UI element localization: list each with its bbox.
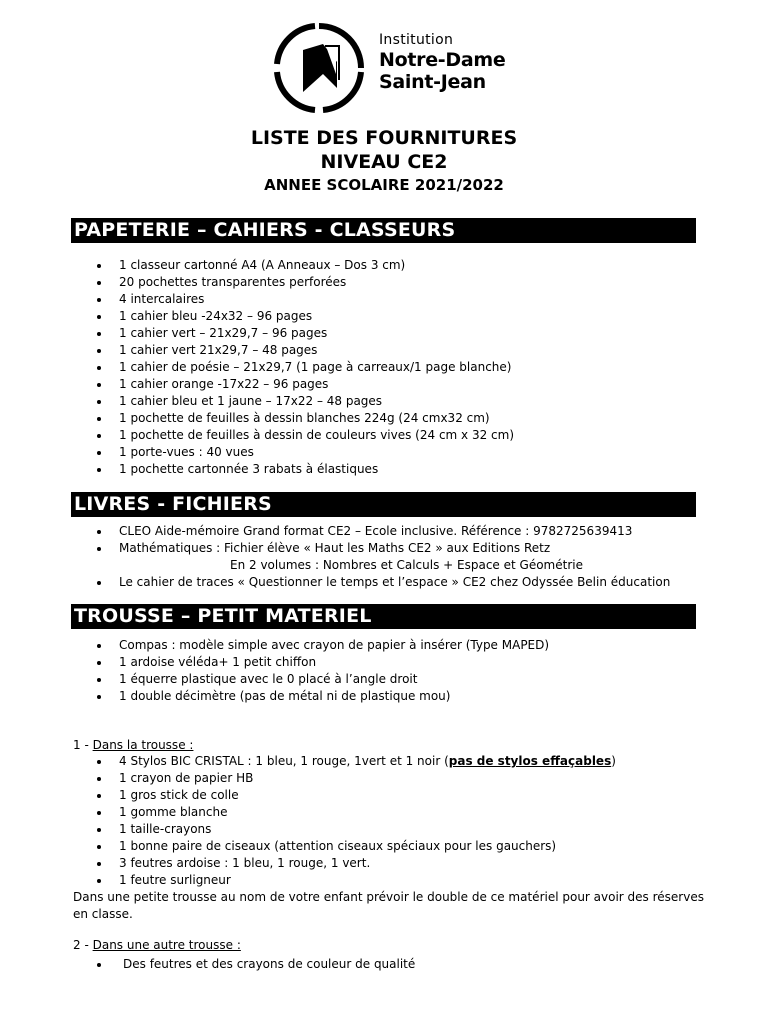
- section-heading-papeterie: PAPETERIE – CAHIERS - CLASSEURS: [71, 218, 696, 243]
- list-item: Mathématiques : Fichier élève « Haut les Maths CE2 » aux Editions Retz: [0, 540, 768, 557]
- list-item: 1 gros stick de colle: [0, 787, 768, 804]
- item-text: 4 Stylos BIC CRISTAL : 1 bleu, 1 rouge, 1vert et 1 noir (: [119, 754, 449, 768]
- logo-line-saint-jean: Saint-Jean: [379, 71, 486, 93]
- list-item: 1 cahier bleu -24x32 – 96 pages: [0, 308, 768, 325]
- list-item: 1 cahier orange -17x22 – 96 pages: [0, 376, 768, 393]
- list-item: 1 pochette de feuilles à dessin de couleurs vives (24 cm x 32 cm): [0, 427, 768, 444]
- logo-line-notre-dame: Notre-Dame: [379, 49, 506, 71]
- section-heading-trousse: TROUSSE – PETIT MATERIEL: [71, 604, 696, 629]
- list-item: 1 pochette de feuilles à dessin blanches 224g (24 cmx32 cm): [0, 410, 768, 427]
- list-item: 1 cahier vert 21x29,7 – 48 pages: [0, 342, 768, 359]
- list-item: 1 ardoise véléda+ 1 petit chiffon: [0, 654, 768, 671]
- subsection-number: 1 -: [73, 738, 93, 752]
- list-item: 1 feutre surligneur: [0, 872, 768, 889]
- list-item: 1 double décimètre (pas de métal ni de plastique mou): [0, 688, 768, 705]
- subsection-number: 2 -: [73, 938, 93, 952]
- autre-trousse-list: [0, 956, 768, 973]
- list-item: 1 cahier bleu et 1 jaune – 17x22 – 48 pages: [0, 393, 768, 410]
- list-item-continuation: En 2 volumes : Nombres et Calculs + Espace et Géométrie: [230, 558, 583, 572]
- section-heading-livres: LIVRES - FICHIERS: [71, 492, 696, 517]
- list-item: [0, 753, 768, 770]
- list-item: 20 pochettes transparentes perforées: [0, 274, 768, 291]
- list-item: 3 feutres ardoise : 1 bleu, 1 rouge, 1 vert.: [0, 855, 768, 872]
- list-item: Des feutres et des crayons de couleur de qualité: [0, 956, 768, 973]
- list-item: Compas : modèle simple avec crayon de papier à insérer (Type MAPED): [0, 637, 768, 654]
- logo-line-institution: Institution: [379, 32, 454, 48]
- list-item: 1 cahier de poésie – 21x29,7 (1 page à carreaux/1 page blanche): [0, 359, 768, 376]
- school-year-title: ANNEE SCOLAIRE 2021/2022: [264, 176, 504, 194]
- list-item: 1 cahier vert – 21x29,7 – 96 pages: [0, 325, 768, 342]
- subsection-autre-trousse: [73, 937, 241, 954]
- page-title: LISTE DES FOURNITURES: [250, 127, 518, 149]
- note-line-2: en classe.: [73, 907, 133, 921]
- list-item: 1 porte-vues : 40 vues: [0, 444, 768, 461]
- list-item: Le cahier de traces « Questionner le temps et l’espace » CE2 chez Odyssée Belin éducation: [0, 574, 768, 591]
- subsection-label: Dans la trousse :: [92, 738, 194, 752]
- item-emphasis: pas de stylos effaçables: [448, 754, 612, 768]
- logo-emblem-icon: [273, 22, 365, 114]
- list-item: 1 pochette cartonnée 3 rabats à élastiques: [0, 461, 768, 478]
- level-title: NIVEAU CE2: [320, 151, 448, 173]
- subsection-dans-la-trousse: [73, 737, 193, 754]
- list-item: 1 taille-crayons: [0, 821, 768, 838]
- dans-la-trousse-list: [0, 753, 768, 889]
- list-item: CLEO Aide-mémoire Grand format CE2 – Ecole inclusive. Référence : 9782725639413: [0, 523, 768, 540]
- item-text-end: ): [611, 754, 616, 768]
- list-item: 1 bonne paire de ciseaux (attention ciseaux spéciaux pour les gauchers): [0, 838, 768, 855]
- document-titles: [0, 126, 768, 195]
- logo-text: [379, 32, 505, 93]
- list-item: 1 crayon de papier HB: [0, 770, 768, 787]
- subsection-label: Dans une autre trousse :: [92, 938, 241, 952]
- list-item: 1 gomme blanche: [0, 804, 768, 821]
- list-item: 4 intercalaires: [0, 291, 768, 308]
- institution-logo: [273, 22, 513, 114]
- list-item: 1 équerre plastique avec le 0 placé à l’angle droit: [0, 671, 768, 688]
- papeterie-list: [0, 257, 768, 478]
- trousse-list: [0, 637, 768, 705]
- note-line-1: Dans une petite trousse au nom de votre enfant prévoir le double de ce matériel pour avoir des réserves: [73, 890, 704, 904]
- list-item: 1 classeur cartonné A4 (A Anneaux – Dos 3 cm): [0, 257, 768, 274]
- livres-list: [0, 523, 768, 591]
